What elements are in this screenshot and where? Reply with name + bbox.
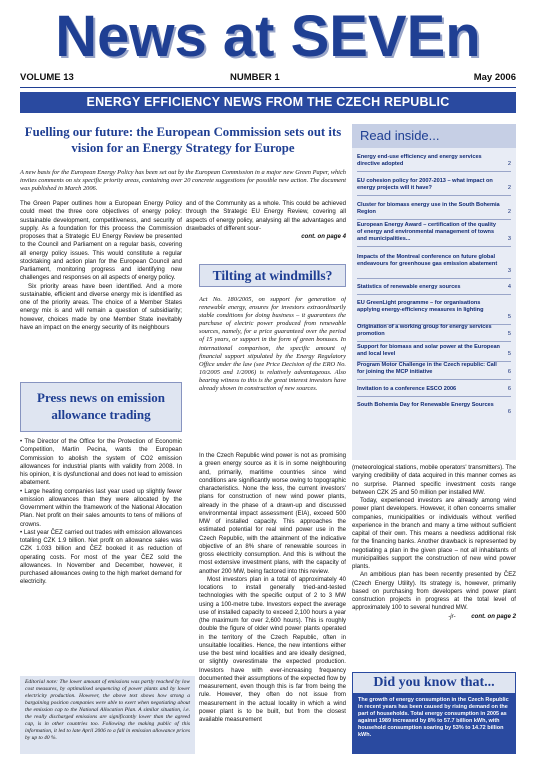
- issue-meta: [20, 72, 516, 86]
- toc-divider: [357, 341, 511, 342]
- toc-page-number: 2: [507, 209, 511, 215]
- toc-page-number: 6: [507, 369, 511, 375]
- toc-item-label: EU cohesion policy for 2007-2013 – what impact on energy projects will it have?: [357, 178, 493, 191]
- toc-item[interactable]: [357, 386, 511, 393]
- toc-page-number: 3: [507, 268, 511, 274]
- toc-item-label: South Bohemia Day for Renewable Energy Sources: [357, 402, 494, 408]
- toc-item-label: Invitation to a conference ESCO 2006: [357, 386, 457, 392]
- press-bullet: • Last year ČEZ carried out trades with emission allowances totalling CZK 1.9 billion. Net profit on allowance sales was CZK 1.033 billion and ČEZ booked it as reduction of operating costs. For most of the year ČEZ sold the allowances. In November and December, however, it purchased allowances owing to the high market demand for electricity.: [20, 528, 182, 586]
- toc-item-label: Support for biomass and solar power at the European and local level: [357, 344, 500, 357]
- toc-page-number: 5: [507, 331, 511, 337]
- toc-item[interactable]: [357, 300, 511, 321]
- press-bullet: • Large heating companies last year used up slightly fewer emission allowances than they were allocated by the Government within the framework of the National Allocation Plan. Net profit on their sales amounts to tens of millions of crowns.: [20, 487, 182, 528]
- toc-item[interactable]: [357, 222, 511, 243]
- toc-item-label: Energy end-use efficiency and energy services directive adopted: [357, 154, 482, 167]
- toc-item[interactable]: [357, 344, 511, 358]
- paragraph: The Green Paper outlines how a European Energy Policy could meet the three core objectives of energy policy: sustainable development, competitiveness, and security of supply. As a foundation for this process the Commission proposes that a Strategic EU Energy Review be presented to the Council and Parliament on a regular basis, covering all energy policy issues. This would constitute a regular stocktaking and action plan for the European Council and Parliament, monitoring progress and identifying new challenges and responses on all aspects of energy policy.: [20, 200, 182, 282]
- volume-label: VOLUME 13: [20, 72, 74, 83]
- toc-item-label: Cluster for biomass energy use in the South Bohemia Region: [357, 202, 500, 215]
- author-signature: -jr-: [448, 612, 456, 620]
- read-inside-title: Read inside...: [352, 124, 516, 148]
- toc-item[interactable]: [357, 254, 511, 275]
- section-banner: ENERGY EFFICIENCY NEWS FROM THE CZECH REPUBLIC: [20, 92, 516, 113]
- toc-item[interactable]: [357, 202, 511, 216]
- toc-item[interactable]: [357, 154, 511, 168]
- toc-item[interactable]: [357, 178, 511, 192]
- paragraph: Most investors plan in a total of approximately 40 locations to install generally tried-and-tested technologies with the specific output of 2 to 3 MW using a 100-metre tube. Investors expect the average use of installed capacity to exceed 2,100 hours a year (the maximum for over 2,600 hours). This is roughly double the figure of older wind power plants operated in the territory of the Czech Republic, often in unsuitable localities. Hence, the new intentions either use the best wind localities and are ideally designed, or slightly overestimate the expected production. Investors have with ever-increasing frequency documented their assumptions of the expected flow by measurement, even though this is far from being the rule. However, they often do not issue from measurement in the actual locality in which a wind power plant is to be built, but from the closest available measurement: [199, 575, 346, 723]
- paragraph: In the Czech Republic wind power is not as promising a green energy source as it is in some neighbouring and, primarily, maritime countries since wind conditions are significantly worse owing to topographic characteristics. None the less, the current investors' plans for construction of new wind power plants, already in the phase of a drawn-up and discussed environmental impact assessment (EIA), exceed 500 MW of installed capacity. This approaches the estimated potential for real wind power use in the Czech Republic, with the attainment of the indicative objective of an 8% share of renewable sources in gross electricity consumption. And this is without the most extensive investment plans, with the capacity of another 200 MW, being factored into this review.: [199, 452, 346, 575]
- tilting-column-2: [352, 464, 516, 668]
- date-label: May 2006: [473, 72, 516, 83]
- toc-divider: [357, 379, 511, 380]
- continued-link[interactable]: cont. on page 4: [301, 233, 346, 240]
- continued-link[interactable]: cont. on page 2: [471, 612, 516, 620]
- number-label: NUMBER 1: [230, 72, 280, 83]
- toc-item[interactable]: [357, 362, 511, 376]
- tilting-headline-box: [199, 264, 346, 287]
- toc-divider: [357, 294, 511, 295]
- toc-item[interactable]: [357, 284, 511, 291]
- press-column: [20, 438, 182, 672]
- read-inside-sidebar: [352, 124, 516, 460]
- tilting-intro: Act No. 180/2005, on support for generation of renewable energy, ensures for investors extraordinarily stable conditions for doing business – it guarantees the purchase of electric power produced from renewable sources, namely, for a price guaranteed over the period of 15 years, or support in the form of green bonuses. In international comparison, the specific amount of financial support stipulated by the Energy Regulatory Office under the law (see Price Decision of the ERO No. 10/2005 and 1/2006) is relatively advantageous. Also bearing witness to this is the great interest investors have already shown in construction of new sources.: [199, 296, 346, 393]
- paragraph: (meteorological stations, mobile operators' transmitters). The varying credibility of data acquired in this manner comes as no surprise. Planned specific investment costs range between CZK 25 and 50 million per installed MW.: [352, 464, 516, 496]
- toc-page-number: 5: [507, 314, 511, 320]
- toc-item-label: Program Motor Challenge in the Czech republic: Call for joining the MCP initiative: [357, 362, 497, 375]
- paragraph: Six priority areas have been identified. And a more sustainable, efficient and diverse energy mix is identified as one of the priority areas. The choice of a Member States energy mix is and will remain a question of subsidiarity; however, choices made by one Member State inevitably have an impact on the energy security of its neighbours: [20, 282, 182, 331]
- did-you-know-box: [352, 672, 516, 754]
- toc-item[interactable]: [357, 402, 511, 416]
- lead-column-1: [20, 200, 182, 372]
- press-bullet: • The Director of the Office for the Protection of Economic Competition, Martin Pecina, wants the European Commission to abolish the system of CO2 emission allowances for industrial plants with validity from 2008. In his opinion, it is dysfunctional and does not lead to emission abatement.: [20, 438, 182, 487]
- toc-item-label: Origination of a working group for energy services promotion: [357, 324, 492, 337]
- press-headline: Press news on emission allowance trading: [37, 390, 165, 422]
- toc-page-number: 6: [507, 386, 511, 392]
- toc-page-number: 2: [507, 161, 511, 167]
- toc-page-number: 4: [507, 284, 511, 290]
- press-headline-box: [20, 382, 182, 432]
- did-you-know-body: The growth of energy consumption in the Czech Republic in recent years has been caused by rising demand on the part of households. Total energy consumption in 2005 as against 1989 increased by 8% to 57.7 billion kWh, with household consumption soaring by 53% to 14.72 billion kWh.: [358, 697, 509, 739]
- toc-page-number: 6: [507, 409, 511, 415]
- toc-item-label: Impacts of the Montreal conference on future global endeavours for greenhouse gas emission abatement: [357, 254, 498, 267]
- paragraph: and of the Community as a whole. This could be achieved through the Strategic EU Energy Review, covering all aspects of energy policy, analysing all the advantages and drawbacks of different sour-: [186, 200, 346, 232]
- toc-divider: [357, 195, 511, 196]
- toc-divider: [357, 219, 511, 220]
- lead-headline: Fuelling our future: the European Commission sets out its vision for an Energy Strategy for Europe: [24, 125, 342, 155]
- masthead-title: News at SEVEn: [55, 4, 481, 69]
- toc-item-label: European Energy Award – certification of the quality of energy and environmental management of towns and municipalities...: [357, 222, 496, 242]
- tilting-headline: Tilting at windmills?: [212, 268, 333, 283]
- editorial-note: Editorial note: The lower amount of emissions was partly reached by low cost measures, by optimalised sequencing of power plants and by lower electricity production. However, the above text shows how strong a bargaining position companies were able to exert when negotiating about the emission cap to the National Allocation Plan. A similar situation, i.e. the really discharged emissions are significantly lower than the agreed cap, is in other countries too. Following the making public of this information, it led to late April 2006 to a fall in emission allowance prices by up to 40 %.: [20, 676, 195, 754]
- paragraph: An ambitious plan has been recently presented by ČEZ (Czech Energy Utility). Its strategy is, however, primarily based on purchasing from developers wind power plant construction projects in progress at the total level of approximately 100 to several hundred MW.: [352, 571, 516, 612]
- lead-intro: A new basis for the European Energy Policy has been set out by the European Commission in a major new Green Paper, which invites comments on six specific priority areas, containing over 20 concrete suggestions for possible new action. The document was published in March 2006.: [20, 169, 346, 193]
- toc-page-number: 3: [507, 236, 511, 242]
- paragraph: Today, experienced investors are already among wind power plant developers. However, it often concerns smaller companies, municipalities or individuals without verified experience in the branch and many a time without sufficient capital of their own. This means a needless additional risk for the financing banks. Another drawback is represented by negotiating a plan in the given place – not all inhabitants of municipalities support the construction of new wind power plants.: [352, 497, 516, 570]
- divider: [20, 87, 516, 88]
- toc-item-label: EU GreenLight programme – for organisations applying energy-efficiency measures in lighting: [357, 300, 484, 313]
- did-you-know-title: Did you know that...: [353, 673, 515, 693]
- toc-page-number: 2: [507, 185, 511, 191]
- toc-divider: [357, 278, 511, 279]
- toc-item-label: Statistics of renewable energy sources: [357, 284, 461, 290]
- toc-page-number: 5: [507, 351, 511, 357]
- tilting-column-1: [199, 452, 346, 754]
- toc-divider: [357, 246, 511, 247]
- toc-item[interactable]: [357, 324, 511, 338]
- toc-divider: [357, 171, 511, 172]
- lead-column-2: [186, 200, 346, 242]
- toc-divider: [357, 396, 511, 397]
